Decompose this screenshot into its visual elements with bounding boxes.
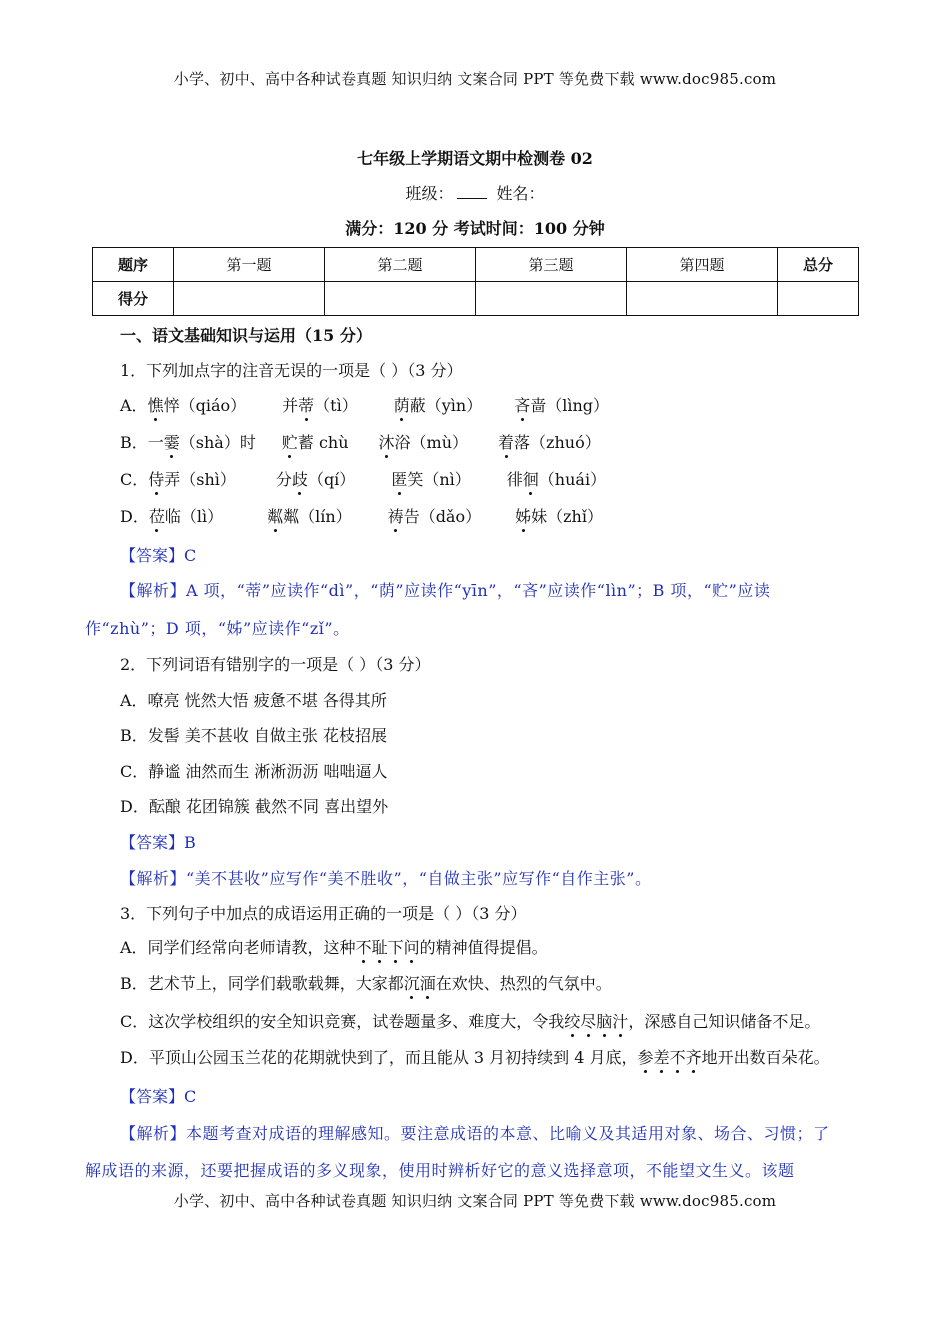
q1-analysis-line-1: 【解析】A 项，“蒂”应读作“dì”，“荫”应读作“yīn”，“吝”应读作“lìn”；B 项，“贮”应读 — [120, 581, 771, 600]
q2-answer: 【答案】B — [120, 833, 196, 852]
option-letter: D． — [120, 507, 149, 526]
dotted-idiom — [638, 1048, 702, 1067]
q3-analysis-line-2: 解成语的来源，还要把握成语的多义现象，使用时辨析好它的意义选择意项，不能望文生义。该题 — [85, 1161, 795, 1180]
table-cell: 第三题 — [476, 248, 627, 282]
question-3-stem: 3．下列句子中加点的成语运用正确的一项是（ ）（3 分） — [120, 904, 527, 923]
score-table-header-row — [93, 248, 859, 282]
page-title: 七年级上学期语文期中检测卷 02 — [357, 149, 593, 168]
dotted-idiom — [564, 1012, 628, 1031]
table-cell: 得分 — [93, 282, 174, 316]
q3-option-a — [120, 935, 950, 958]
option-text: C．这次学校组织的安全知识竞赛，试卷题量多、难度大，令我 — [120, 1012, 565, 1031]
option-text: （qí） — [307, 470, 356, 489]
q1-answer: 【答案】C — [120, 546, 197, 565]
dotted-char: 汁 — [612, 1012, 629, 1031]
option-text: 粼（lín） — [283, 507, 352, 526]
option-text: 并 — [282, 396, 299, 415]
option-text: 地开出数百朵花。 — [701, 1048, 830, 1067]
dotted-char: 不 — [355, 938, 372, 957]
dotted-char: 匿 — [391, 470, 408, 489]
option-letter: C． — [120, 470, 149, 489]
option-text: 弄（shì） — [164, 470, 236, 489]
dotted-char: 祷 — [387, 507, 404, 526]
table-cell: 第二题 — [325, 248, 476, 282]
dotted-char: 歧 — [291, 470, 308, 489]
q3-option-c — [120, 1009, 950, 1032]
section-heading: 一、语文基础知识与运用（15 分） — [120, 326, 372, 345]
option-letter: A． — [120, 396, 148, 415]
option-text: 蓄 chù — [297, 433, 349, 452]
q2-analysis: 【解析】“美不甚收”应写作“美不胜收”，“自做主张”应写作“自作主张”。 — [120, 869, 652, 888]
dotted-char: 问 — [403, 938, 420, 957]
dotted-char: 侍 — [148, 470, 165, 489]
table-cell: 总分 — [778, 248, 859, 282]
q1-option-d — [120, 504, 950, 527]
option-text: 浴（mù） — [394, 433, 469, 452]
dotted-char: 姊 — [515, 507, 532, 526]
q1-analysis-line-2: 作“zhù”；D 项，“姊”应读作“zǐ”。 — [85, 619, 350, 638]
dotted-char: 齐 — [685, 1048, 702, 1067]
page-footer: 小学、初中、高中各种试卷真题 知识归纳 文案合同 PPT 等免费下载 www.doc985.com — [173, 1192, 777, 1210]
dotted-char: 沉 — [403, 974, 420, 993]
q3-option-d — [120, 1045, 950, 1068]
q3-answer: 【答案】C — [120, 1087, 197, 1106]
score-cell[interactable] — [325, 282, 476, 316]
q2-option-b: B．发髻 美不甚收 自做主张 花枝招展 — [120, 726, 388, 745]
dotted-idiom — [404, 974, 436, 993]
q2-option-d: D．酝酿 花团锦簇 截然不同 喜出望外 — [120, 797, 389, 816]
dotted-char: 吝 — [514, 396, 531, 415]
option-text: 的精神值得提倡。 — [419, 938, 548, 957]
option-text: 啬（lìng） — [530, 396, 610, 415]
class-label: 班级： — [405, 184, 454, 203]
dotted-char: 徊 — [522, 470, 539, 489]
score-cell[interactable] — [476, 282, 627, 316]
option-text: 告（dǎo） — [403, 507, 482, 526]
question-2-stem: 2．下列词语有错别字的一项是（ ）（3 分） — [120, 655, 431, 674]
option-text: 徘 — [506, 470, 523, 489]
option-text: （shà）时 — [179, 433, 256, 452]
name-label: 姓名： — [496, 184, 545, 203]
dotted-char: 莅 — [148, 507, 165, 526]
score-table — [92, 247, 859, 316]
option-text: ，深感自己知识储备不足。 — [628, 1012, 821, 1031]
option-text: D．平顶山公园玉兰花的花期就快到了，而且能从 3 月初持续到 4 月底， — [120, 1048, 638, 1067]
dotted-char: 差 — [653, 1048, 670, 1067]
q1-option-a — [120, 393, 950, 416]
q1-option-c — [120, 467, 950, 490]
dotted-char: 着 — [498, 433, 515, 452]
option-text: B．一 — [120, 433, 164, 452]
dotted-char: 憔 — [147, 396, 164, 415]
score-table-row — [93, 282, 859, 316]
option-text: A．同学们经常向老师请教，这种 — [120, 938, 356, 957]
option-text: （tì） — [314, 396, 358, 415]
q3-analysis-line-1: 【解析】本题考查对成语的理解感知。要注意成语的本意、比喻义及其适用对象、场合、习惯；了 — [120, 1124, 830, 1143]
dotted-idiom — [356, 938, 420, 957]
option-text: 妹（zhǐ） — [531, 507, 603, 526]
class-blank[interactable] — [457, 184, 487, 199]
dotted-char: 蒂 — [298, 396, 315, 415]
dotted-char: 粼 — [267, 507, 284, 526]
q2-option-c: C．静谧 油然而生 淅淅沥沥 咄咄逼人 — [120, 762, 388, 781]
score-cell[interactable] — [174, 282, 325, 316]
option-text: 蔽（yìn） — [409, 396, 483, 415]
q2-option-a: A．嘹亮 恍然大悟 疲惫不堪 各得其所 — [120, 691, 387, 710]
option-text: B．艺术节上，同学们载歌载舞，大家都 — [120, 974, 404, 993]
table-cell: 题序 — [93, 248, 174, 282]
table-cell: 第一题 — [174, 248, 325, 282]
dotted-char: 沐 — [378, 433, 395, 452]
q3-option-b — [120, 971, 950, 994]
dotted-char: 脑 — [596, 1012, 613, 1031]
class-name-line — [0, 181, 950, 204]
dotted-char: 贮 — [281, 433, 298, 452]
dotted-char: 下 — [387, 938, 404, 957]
option-text: （huái） — [538, 470, 607, 489]
table-cell: 第四题 — [627, 248, 778, 282]
score-info: 满分：120 分 考试时间：100 分钟 — [345, 219, 605, 238]
option-text: 笑（nì） — [407, 470, 471, 489]
option-text: 分 — [275, 470, 292, 489]
dotted-char: 绞 — [564, 1012, 581, 1031]
dotted-char: 湎 — [419, 974, 436, 993]
page-header: 小学、初中、高中各种试卷真题 知识归纳 文案合同 PPT 等免费下载 www.doc985.com — [173, 70, 777, 88]
option-text: 落（zhuó） — [514, 433, 601, 452]
dotted-char: 参 — [637, 1048, 654, 1067]
option-text: 悴（qiáo） — [163, 396, 247, 415]
q1-option-b — [120, 430, 950, 453]
dotted-char: 耻 — [371, 938, 388, 957]
dotted-char: 不 — [669, 1048, 686, 1067]
option-text: 在欢快、热烈的气氛中。 — [435, 974, 612, 993]
dotted-char: 尽 — [580, 1012, 597, 1031]
dotted-char: 霎 — [163, 433, 180, 452]
question-1-stem: 1．下列加点字的注音无误的一项是（ ）（3 分） — [120, 361, 463, 380]
score-cell[interactable] — [627, 282, 778, 316]
option-text: 临（lì） — [164, 507, 224, 526]
score-cell[interactable] — [778, 282, 859, 316]
dotted-char: 荫 — [393, 396, 410, 415]
